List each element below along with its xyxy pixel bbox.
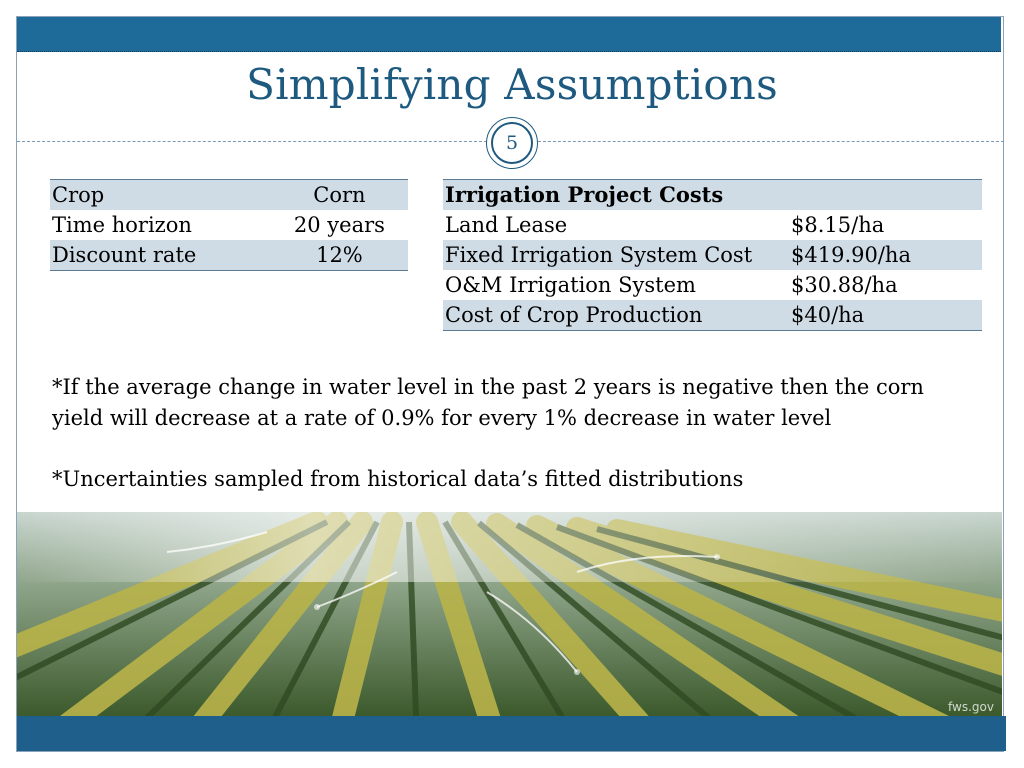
table-row [443, 240, 982, 270]
divider-right [538, 141, 1004, 142]
table-row [50, 210, 408, 240]
photo-credit: fws.gov [948, 700, 994, 714]
cost-value: $8.15/ha [791, 213, 885, 237]
cost-value: $419.90/ha [789, 240, 982, 270]
assumptions-table [50, 179, 408, 271]
note-water-level: *If the average change in water level in the past 2 years is negative then the corn yield will decrease at a rate of 0.9% for every 1% decrease in water level [52, 375, 924, 430]
page-number: 5 [491, 122, 533, 164]
table-row [443, 300, 982, 331]
cost-value: $40/ha [789, 300, 982, 331]
assumption-label: Discount rate [50, 240, 269, 271]
irrigation-field-photo [17, 512, 1002, 716]
table-row [443, 210, 982, 240]
assumption-value: 12% [269, 240, 408, 271]
slide-title: Simplifying Assumptions [246, 60, 778, 109]
table-row [50, 180, 408, 211]
cost-item: O&M Irrigation System [445, 273, 696, 297]
assumption-label: Time horizon [52, 213, 192, 237]
cost-item: Fixed Irrigation System Cost [443, 240, 789, 270]
assumption-value: Corn [269, 180, 408, 211]
cost-value: $30.88/ha [791, 273, 898, 297]
cost-item: Land Lease [445, 213, 568, 237]
cost-item: Cost of Crop Production [443, 300, 789, 331]
footer-bar [17, 716, 1006, 751]
assumption-label: Crop [50, 180, 269, 211]
costs-table-header: Irrigation Project Costs [443, 180, 982, 211]
field-illustration [17, 512, 1002, 716]
table-row [50, 240, 408, 271]
note-uncertainties: *Uncertainties sampled from historical data’s fitted distributions [52, 467, 744, 491]
table-row [443, 270, 982, 300]
costs-table [443, 179, 982, 331]
header-bar [17, 17, 1001, 52]
assumption-value: 20 years [293, 213, 385, 237]
divider-left [17, 141, 487, 142]
costs-table-header-row [443, 180, 982, 211]
